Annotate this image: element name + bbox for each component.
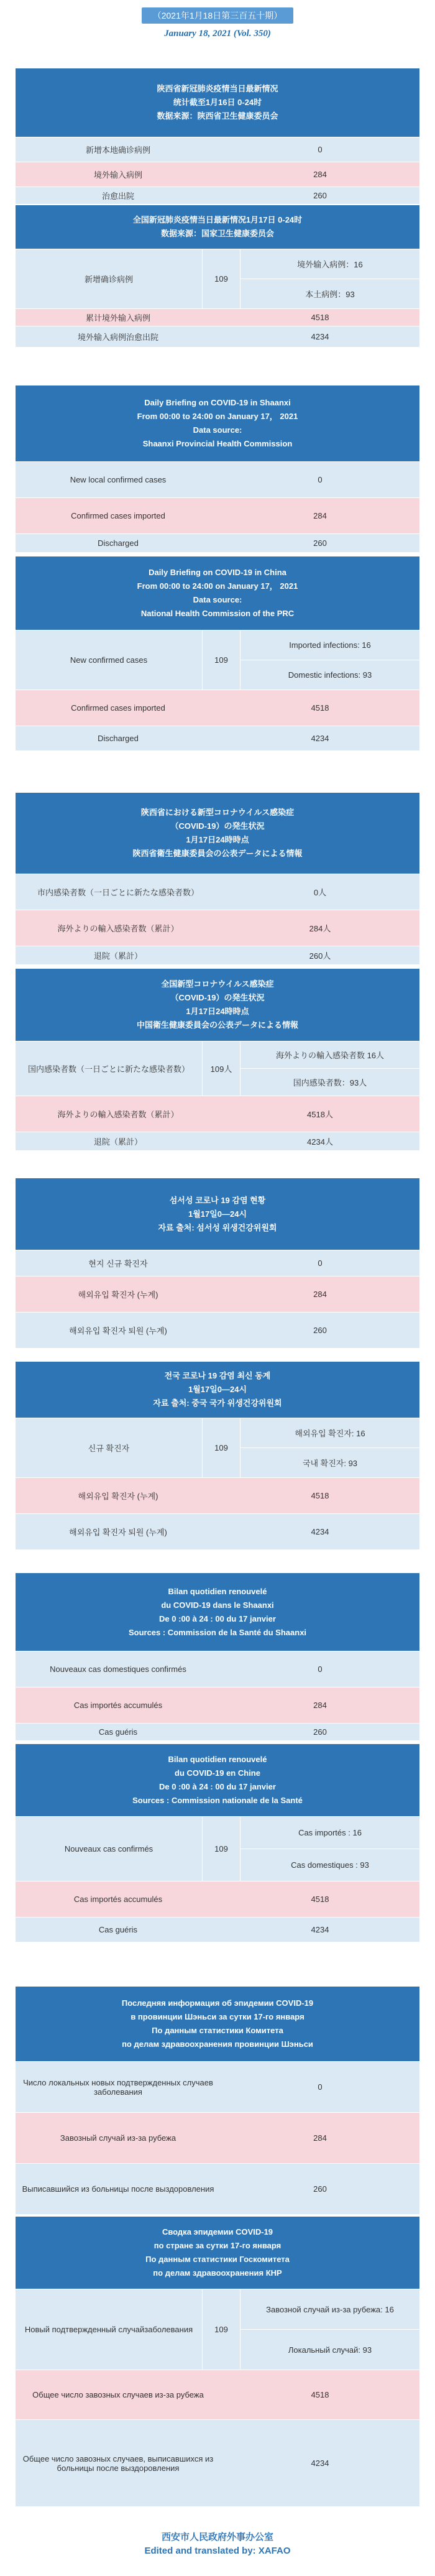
table-row: New confirmed cases 109 Imported infections: 16 Domestic infections: 93 [16, 630, 419, 690]
table-row: 해외유입 확진자 퇴원 (누계) 260 [16, 1312, 419, 1348]
fr-shaanxi-title: Bilan quotidien renouvelé du COVID-19 dans le Shaanxi De 0 :00 à 24 : 00 du 17 janvier Sources : Commission de la Santé du Shaanxi [16, 1573, 419, 1651]
table-row: Confirmed cases imported 284 [16, 497, 419, 533]
fr-shaanxi-table [16, 1573, 419, 1740]
table-row: 海外よりの輸入感染者数（累計） 4518人 [16, 1096, 419, 1132]
table-row: Nouveaux cas domestiques confirmés 0 [16, 1651, 419, 1687]
table-row: 累计境外输入病例 4518 [16, 308, 419, 326]
ru-shaanxi-title: Последняя информация об эпидемии COVID-19 в провинции Шэньси за сутки 17-го января По данным статистики Комитета по делам здравоохранения провинции Шэньси [16, 1987, 419, 2061]
table-row: Cas guéris 260 [16, 1723, 419, 1740]
table-row: Завозный случай из-за рубежа 284 [16, 2112, 419, 2163]
ja-china-table [16, 969, 419, 1150]
ja-china-title: 全国新型コロナウイルス感染症 （COVID-19）の発生状況 1月17日24時時点 中国衛生健康委員会の公表データによる情報 [16, 969, 419, 1041]
zh-china-title: 全国新冠肺炎疫情当日最新情况1月17日 0-24时 数据来源：国家卫生健康委员会 [16, 205, 419, 249]
table-row: Cas importés accumulés 284 [16, 1687, 419, 1723]
table-row: 현지 신규 확진자 0 [16, 1250, 419, 1276]
table-row: Cas guéris 4234 [16, 1917, 419, 1942]
table-row: 해외유입 확진자 퇴원 (누계) 4234 [16, 1513, 419, 1549]
table-row: 해외유입 확진자 (누계) 4518 [16, 1477, 419, 1513]
table-row: Discharged 4234 [16, 726, 419, 750]
ko-china-table [16, 1362, 419, 1549]
issue-date-en: January 18, 2021 (Vol. 350) [164, 29, 271, 39]
ru-china-table [16, 2217, 419, 2506]
table-row: Confirmed cases imported 4518 [16, 690, 419, 726]
ja-shaanxi-title: 陝西省における新型コロナウイルス感染症 （COVID-19）の発生状況 1月17日24時時点 陝西省衛生健康委員会の公表データによる情報 [16, 793, 419, 874]
ko-shaanxi-title: 섬서성 코로나 19 감염 현황 1월17일0—24시 자료 출처: 섬서성 위생건강위원회 [16, 1178, 419, 1250]
table-row: 海外よりの輸入感染者数（累計） 284人 [16, 910, 419, 946]
table-row: Общее число завозных случаев, выписавшихся из больницы после выздоровления 4234 [16, 2419, 419, 2506]
table-row: Общее число завозных случаев из-за рубежа 4518 [16, 2370, 419, 2419]
table-row: Nouveaux cas confirmés 109 Cas importés : 16 Cas domestiques : 93 [16, 1816, 419, 1881]
table-row: Число локальных новых подтвержденных случаев заболевания 0 [16, 2061, 419, 2112]
ru-shaanxi-table [16, 1987, 419, 2214]
ko-china-title: 전국 코로나 19 감염 최신 동계 1월17일0—24시 자료 출처: 중국 국가 위생건강위원회 [16, 1362, 419, 1418]
table-row: Выписавшийся из больницы после выздоровления 260 [16, 2163, 419, 2214]
footer-org: 西安市人民政府外事办公室 [161, 2532, 273, 2542]
table-row: 境外输入病例治愈出院 4234 [16, 326, 419, 347]
footer-credit: Edited and translated by: XAFAO [144, 2546, 291, 2556]
table-row: 治愈出院 260 [16, 187, 419, 204]
table-row: 해외유입 확진자 (누계) 284 [16, 1276, 419, 1312]
footer [0, 2531, 435, 2558]
fr-china-table [16, 1744, 419, 1942]
en-shaanxi-table [16, 385, 419, 552]
table-row: 境外输入病例 284 [16, 162, 419, 187]
table-row: 国内感染者数（一日ごとに新たな感染者数） 109人 海外よりの輸入感染者数 16人 国内感染者数：93人 [16, 1041, 419, 1096]
ja-shaanxi-table [16, 793, 419, 964]
en-china-title: Daily Briefing on COVID-19 in China From 00:00 to 24:00 on January 17， 2021 Data source: National Health Commission of the PRC [16, 556, 419, 630]
en-shaanxi-title: Daily Briefing on COVID-19 in Shaanxi From 00:00 to 24:00 on January 17， 2021 Data source: Shaanxi Provincial Health Commission [16, 385, 419, 461]
table-row: New local confirmed cases 0 [16, 461, 419, 497]
table-row: Новый подтвержденный случайзаболевания 109 Завозной случай из-за рубежа: 16 Локальный случай: 93 [16, 2289, 419, 2370]
table-row: 新增本地确诊病例 0 [16, 137, 419, 162]
table-row: 退院（累計） 4234人 [16, 1132, 419, 1150]
table-row: 退院（累計） 260人 [16, 946, 419, 964]
issue-date-zh: （2021年1月18日第三百五十期） [142, 7, 294, 24]
ru-china-title: Сводка эпидемии COVID-19 по стране за сутки 17-го января По данным статистики Госкомитета по делам здравоохранения КНР [16, 2217, 419, 2289]
table-row: Cas importés accumulés 4518 [16, 1881, 419, 1917]
ko-shaanxi-table [16, 1178, 419, 1348]
table-row: 신규 확진자 109 해외유입 확진자: 16 국내 확진자: 93 [16, 1418, 419, 1477]
table-row: 新增确诊病例 109 境外输入病例：16 本土病例：93 [16, 249, 419, 308]
table-row: Discharged 260 [16, 533, 419, 552]
fr-china-title: Bilan quotidien renouvelé du COVID-19 en Chine De 0 :00 à 24 : 00 du 17 janvier Sources : Commission nationale de la Santé [16, 1744, 419, 1816]
issue-header [0, 0, 435, 39]
en-china-table [16, 556, 419, 750]
table-row: 市内感染者数（一日ごとに新たな感染者数） 0人 [16, 874, 419, 910]
zh-shaanxi-table [16, 68, 419, 204]
zh-shaanxi-title: 陕西省新冠肺炎疫情当日最新情况 统计截至1月16日 0-24时 数据来源：陕西省卫生健康委员会 [16, 68, 419, 137]
zh-china-table [16, 205, 419, 347]
